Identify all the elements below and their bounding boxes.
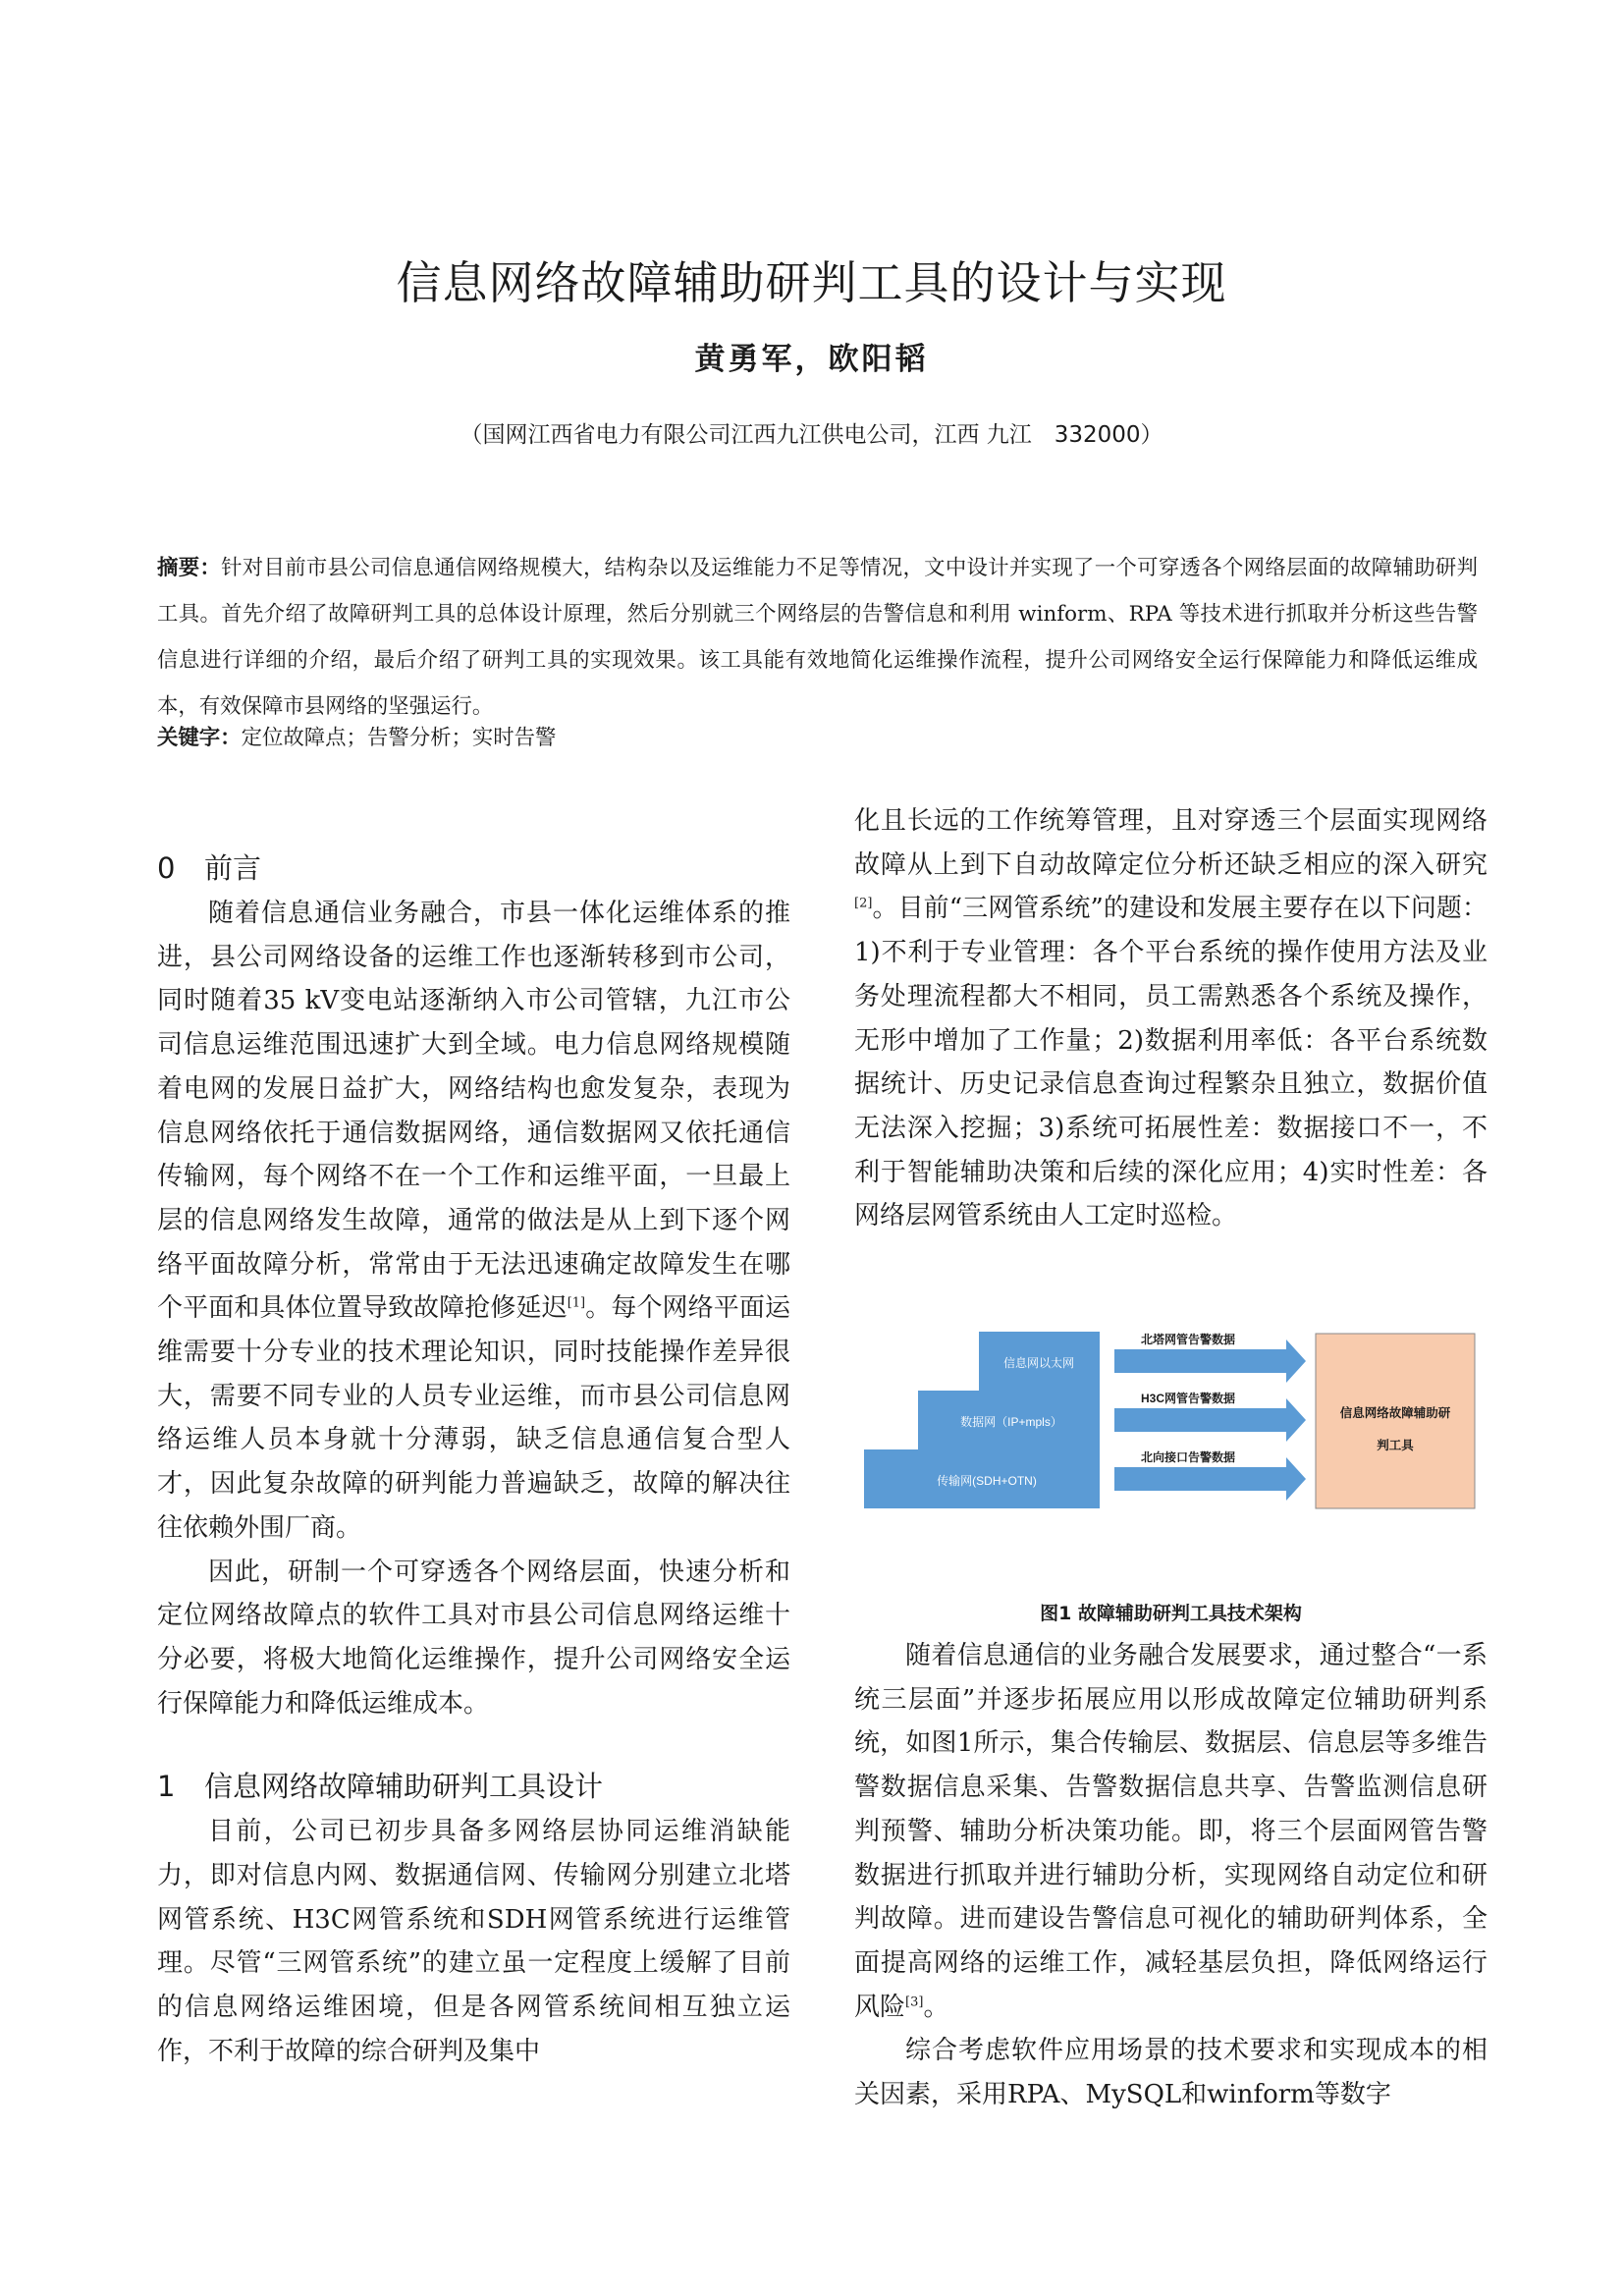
arrow-h3c-label: H3C网管告警数据: [1140, 1392, 1236, 1405]
tool-box-label-1: 信息网络故障辅助研: [1339, 1406, 1451, 1420]
paragraph: [854, 1634, 1488, 2029]
layer-transport-label: 传输网(SDH+OTN): [937, 1474, 1037, 1488]
section-1-number: 1: [157, 1770, 176, 1804]
keywords-text: 定位故障点；告警分析；实时告警: [241, 726, 557, 750]
left-column: [157, 845, 790, 2074]
abstract-label: 摘要：: [157, 556, 222, 580]
figure-caption: 图1 故障辅助研判工具技术架构: [1040, 1603, 1302, 1624]
citation: [1]: [567, 1295, 586, 1311]
tool-box-label-2: 判工具: [1377, 1439, 1414, 1452]
section-1-heading: [157, 1763, 790, 1810]
paragraph-text: 。每个网络平面运维需要十分专业的技术理论知识，同时技能操作差异很大，需要不同专业的人员专业运维，而市县公司信息网络运维人员本身就十分薄弱，缺乏信息通信复合型人才，因此复杂故障的研判能力普遍缺乏，故障的解决往往依赖外围厂商。: [157, 1293, 790, 1543]
abstract: [157, 545, 1478, 730]
paragraph: [854, 799, 1488, 1238]
arrow-beita-label: 北塔网管告警数据: [1140, 1333, 1236, 1346]
section-0-heading: [157, 845, 790, 892]
paragraph: [157, 892, 790, 1551]
layer-info-label: 信息网以太网: [1002, 1356, 1075, 1370]
paper-authors: 黄勇军，欧阳韬: [694, 342, 929, 377]
paragraph: 目前，公司已初步具备多网络层协同运维消缺能力，即对信息内网、数据通信网、传输网分别建立北塔网管系统、H3C网管系统和SDH网管系统进行运维管理。尽管“三网管系统”的建立虽一定程度上缓解了目前的信息网络运维困境，但是各网管系统间相互独立运作，不利于故障的综合研判及集中: [157, 1817, 790, 2066]
paragraph: 综合考虑软件应用场景的技术要求和实现成本的相关因素，采用RPA、MySQL和winform等数字: [854, 2036, 1488, 2110]
paragraph-text: 。: [923, 1992, 949, 2022]
paragraph-text: 。目前“三网管系统”的建设和发展主要存在以下问题：1)不利于专业管理：各个平台系统的操作使用方法及业务处理流程都大不相同，员工需熟悉各个系统及操作，无形中增加了工作量；2)数据利用率低：各平台系统数据统计、历史记录信息查询过程繁杂且独立，数据价值无法深入挖掘；3)系统可拓展性差：数据接口不一，不利于智能辅助决策和后续的深化应用；4)实时性差：各网络层网管系统由人工定时巡检。: [854, 894, 1488, 1231]
citation: [2]: [854, 896, 873, 911]
abstract-text: 针对目前市县公司信息通信网络规模大，结构杂以及运维能力不足等情况，文中设计并实现了一个可穿透各个网络层面的故障辅助研判工具。首先介绍了故障研判工具的总体设计原理，然后分别就三个网络层的告警信息和利用 winform、RPA 等技术进行抓取并分析这些告警信息进行详细的介绍，最后介绍了研判工具的实现效果。该工具能有效地简化运维操作流程，提升公司网络安全运行保障能力和降低运维成本，有效保障市县网络的坚强运行。: [157, 556, 1478, 719]
paragraph-text: 化且长远的工作统筹管理，且对穿透三个层面实现网络故障从上到下自动故障定位分析还缺乏相应的深入研究: [854, 806, 1488, 880]
tool-box: [1316, 1334, 1475, 1508]
section-0-number: 0: [157, 851, 176, 885]
paper-affiliation: （国网江西省电力有限公司江西九江供电公司，江西 九江 332000）: [460, 422, 1163, 448]
arrow-northbound-label: 北向接口告警数据: [1140, 1450, 1236, 1464]
figure-architecture: [864, 1332, 1488, 1567]
keywords: [157, 715, 1478, 761]
right-column-bottom: [854, 1634, 1488, 2117]
paragraph-text: 随着信息通信的业务融合发展要求，通过整合“一系统三层面”并逐步拓展应用以形成故障定位辅助研判系统，如图1所示，集合传输层、数据层、信息层等多维告警数据信息采集、告警数据信息共享、告警监测信息研判预警、辅助分析决策功能。即，将三个层面网管告警数据进行抓取并进行辅助分析，实现网络自动定位和研判故障。进而建设告警信息可视化的辅助研判体系，全面提高网络的运维工作，减轻基层负担，降低网络运行风险: [854, 1641, 1488, 2022]
section-0-title: 前言: [204, 851, 262, 885]
paper-title: 信息网络故障辅助研判工具的设计与实现: [396, 256, 1227, 309]
section-1-title: 信息网络故障辅助研判工具设计: [204, 1770, 604, 1804]
layer-data-label: 数据网（IP+mpls）: [960, 1415, 1062, 1429]
keywords-label: 关键字：: [157, 726, 242, 750]
paragraph-text: 随着信息通信业务融合，市县一体化运维体系的推进，县公司网络设备的运维工作也逐渐转移到市公司，同时随着35 kV变电站逐渐纳入市公司管辖，九江市公司信息运维范围迅速扩大到全域。电力信息网络规模随着电网的发展日益扩大，网络结构也愈发复杂，表现为信息网络依托于通信数据网络，通信数据网又依托通信传输网，每个网络不在一个工作和运维平面，一旦最上层的信息网络发生故障，通常的做法是从上到下逐个网络平面故障分析，常常由于无法迅速确定故障发生在哪个平面和具体位置导致故障抢修延迟: [157, 899, 790, 1324]
paragraph: 因此，研制一个可穿透各个网络层面，快速分析和定位网络故障点的软件工具对市县公司信息网络运维十分必要，将极大地简化运维操作，提升公司网络安全运行保障能力和降低运维成本。: [157, 1557, 790, 1719]
architecture-diagram: [864, 1332, 1488, 1567]
right-column-top: [854, 799, 1488, 1238]
citation: [3]: [905, 1994, 924, 2009]
